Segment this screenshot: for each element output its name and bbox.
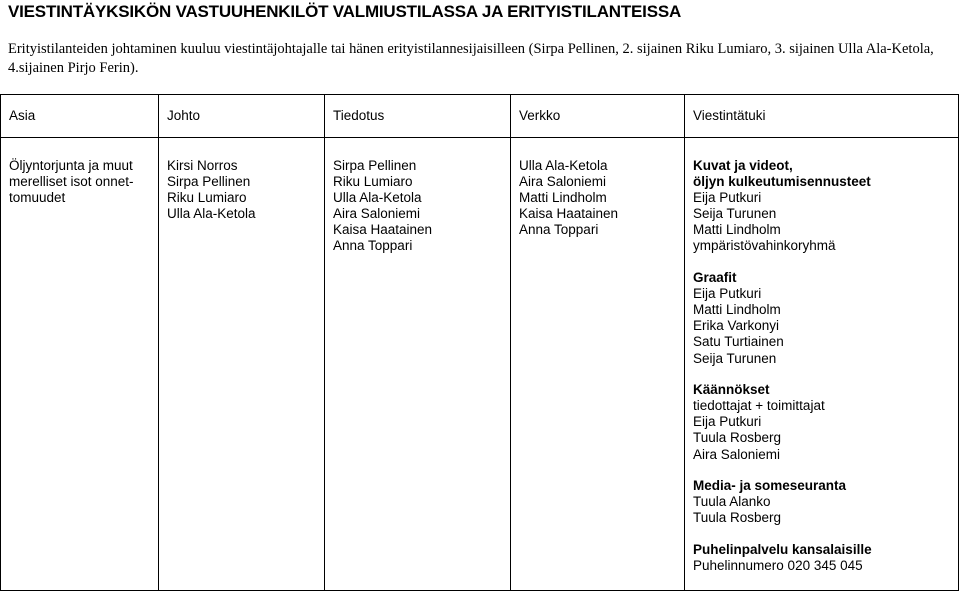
asia-line: Öljyntorjunta ja muut [9, 158, 133, 173]
support-group-kuvat [693, 158, 958, 255]
support-group-title: Graafit [693, 270, 737, 286]
cell-tiedotus [325, 138, 511, 591]
support-item: Tuula Rosberg [693, 430, 782, 446]
intro-paragraph: Erityistilanteiden johtaminen kuuluu viestintäjohtajalle tai hänen erityistilannesijaisilleen (Sirpa Pellinen, 2. sijainen Riku Lumiaro, 3. sijainen Ulla Ala-Ketola, 4.sijainen Pirjo Ferin). [8, 41, 934, 76]
tiedotus-name: Aira Saloniemi [333, 206, 421, 222]
support-item: Seija Turunen [693, 350, 777, 366]
cell-verkko [511, 138, 685, 591]
johto-name: Ulla Ala-Ketola [167, 206, 256, 222]
table-row [1, 138, 959, 591]
johto-name: Riku Lumiaro [167, 190, 247, 206]
tiedotus-name: Riku Lumiaro [333, 174, 413, 190]
verkko-name: Aira Saloniemi [519, 174, 607, 190]
table-header-row [1, 95, 959, 138]
cell-viestintatuki [685, 138, 959, 591]
header-johto: Johto [159, 95, 325, 138]
support-item: Satu Turtiainen [693, 334, 784, 350]
verkko-name: Ulla Ala-Ketola [519, 158, 608, 173]
support-item: Aira Saloniemi [693, 446, 781, 462]
header-asia: Asia [1, 95, 159, 138]
support-group-title: Kuvat ja videot, [693, 158, 793, 173]
support-item: Eija Putkuri [693, 414, 762, 430]
support-item: Tuula Rosberg [693, 510, 782, 526]
verkko-name: Kaisa Haatainen [519, 206, 619, 222]
johto-name: Kirsi Norros [167, 158, 238, 173]
tiedotus-name: Kaisa Haatainen [333, 222, 433, 238]
support-group-kaannokset [693, 382, 958, 462]
support-group-title: Puhelinpalvelu kansalaisille [693, 541, 872, 557]
document-heading: VIESTINTÄYKSIKÖN VASTUUHENKILÖT VALMIUSTILASSA JA ERITYISTILANTEISSA [8, 2, 682, 21]
support-group-puhelinpalvelu [693, 542, 958, 574]
header-viestintatuki: Viestintätuki [685, 95, 959, 138]
support-item: Tuula Alanko [693, 494, 771, 510]
support-item: Seija Turunen [693, 206, 777, 222]
verkko-name: Anna Toppari [519, 222, 599, 238]
support-item: Matti Lindholm [693, 302, 781, 318]
responsibility-table [0, 94, 959, 591]
asia-line: merelliset isot onnet- [9, 174, 134, 190]
support-group-mediaseuranta [693, 478, 958, 526]
support-item: Eija Putkuri [693, 190, 762, 206]
asia-line: tomuudet [9, 190, 66, 206]
support-item: Puhelinnumero 020 345 045 [693, 557, 863, 573]
header-tiedotus: Tiedotus [325, 95, 511, 138]
tiedotus-name: Sirpa Pellinen [333, 158, 417, 173]
cell-johto [159, 138, 325, 591]
tiedotus-name: Ulla Ala-Ketola [333, 190, 422, 206]
support-item: Eija Putkuri [693, 286, 762, 302]
support-group-title: Käännökset [693, 382, 770, 398]
support-group-graafit [693, 270, 958, 367]
support-item: Matti Lindholm [693, 222, 781, 238]
tiedotus-name: Anna Toppari [333, 238, 413, 254]
cell-asia [1, 138, 159, 591]
header-verkko: Verkko [511, 95, 685, 138]
verkko-name: Matti Lindholm [519, 190, 607, 206]
johto-name: Sirpa Pellinen [167, 174, 251, 190]
support-item: Erika Varkonyi [693, 318, 780, 334]
support-group-title: Media- ja someseuranta [693, 478, 847, 494]
support-item: tiedottajat + toimittajat [693, 398, 825, 414]
support-item: ympäristövahinkoryhmä [693, 238, 836, 254]
support-group-title: öljyn kulkeutumisennusteet [693, 174, 871, 190]
